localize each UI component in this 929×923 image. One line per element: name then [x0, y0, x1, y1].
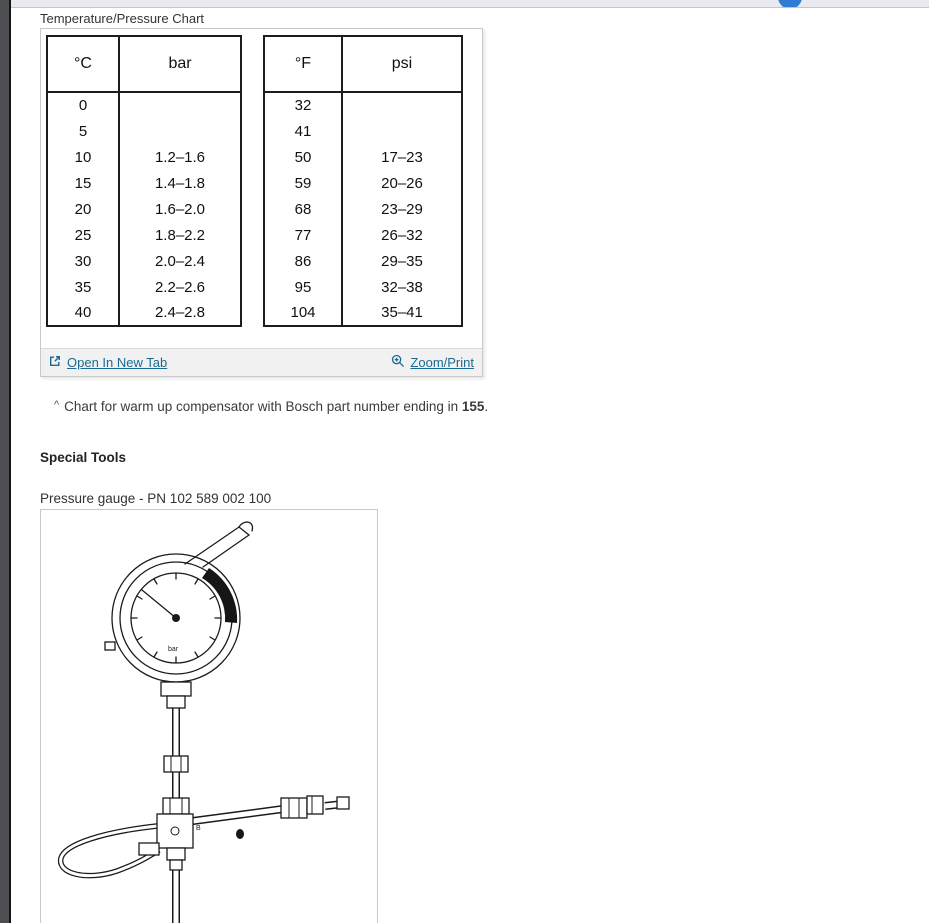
cell: 2.4–2.8: [119, 300, 241, 326]
cell: 35: [74, 278, 92, 296]
cell: 1.6–2.0: [119, 196, 241, 222]
cell: 32–38: [342, 274, 462, 300]
table-row: [264, 222, 462, 248]
cell: 2.2–2.6: [119, 274, 241, 300]
magnifier-plus-icon: [391, 354, 405, 371]
table-header-row: [47, 36, 241, 92]
cell: 1.8–2.2: [119, 222, 241, 248]
table-row: [264, 170, 462, 196]
cell: 15: [74, 174, 92, 192]
table-header-row: [264, 36, 462, 92]
footnote-marker: ^: [54, 399, 60, 411]
footnote-period: .: [484, 399, 489, 414]
cell: 1.2–1.6: [119, 144, 241, 170]
table-row: [264, 144, 462, 170]
table-row: [47, 196, 241, 222]
chart-image: [41, 29, 482, 348]
temp-bar-table: [46, 35, 242, 327]
pressure-gauge-caption: Pressure gauge - PN 102 589 002 100: [40, 491, 272, 506]
col-header-fahrenheit: °F: [264, 36, 342, 92]
cell: 30: [74, 252, 92, 270]
left-panel-rail[interactable]: [0, 0, 11, 923]
table-row: [47, 118, 241, 144]
table-row: [47, 92, 241, 118]
cell: 29–35: [342, 248, 462, 274]
cell: [342, 92, 462, 118]
cell: 0: [78, 97, 88, 114]
table-row: [264, 274, 462, 300]
chart-footnote: [54, 399, 488, 414]
cell: [119, 92, 241, 118]
col-header-bar: bar: [119, 36, 241, 92]
fitting-label-b: B: [196, 825, 201, 832]
cell: 26–32: [342, 222, 462, 248]
open-in-new-tab-icon: [48, 354, 62, 371]
gauge-unit-label: bar: [168, 646, 179, 653]
cell: [119, 118, 241, 144]
cell: 104: [290, 304, 316, 321]
col-header-psi: psi: [342, 36, 462, 92]
chart-title: Temperature/Pressure Chart: [40, 11, 205, 26]
cell: 95: [294, 278, 312, 296]
cell: 35–41: [342, 300, 462, 326]
table-row: [47, 222, 241, 248]
loading-indicator-icon: [778, 0, 802, 8]
table-row: [47, 300, 241, 326]
pressure-gauge-illustration: [41, 510, 377, 923]
cell: 68: [294, 200, 312, 218]
table-row: [47, 248, 241, 274]
chart-widget-footer: [41, 348, 482, 376]
browser-top-bar: [0, 0, 929, 8]
fahrenheit-psi-table: [263, 35, 463, 327]
cell: 20–26: [342, 170, 462, 196]
cell: 23–29: [342, 196, 462, 222]
cell: 86: [294, 252, 312, 270]
table-row: [264, 92, 462, 118]
table-row: [47, 144, 241, 170]
cell: 77: [294, 226, 312, 244]
cell: [342, 118, 462, 144]
col-header-celsius: °C: [47, 36, 119, 92]
open-in-new-tab-link[interactable]: [48, 354, 167, 371]
cell: 2.0–2.4: [119, 248, 241, 274]
cell: 20: [74, 200, 92, 218]
cell: 59: [294, 174, 312, 192]
table-row: [264, 118, 462, 144]
cell: 25: [74, 226, 92, 244]
cell: 1.4–1.8: [119, 170, 241, 196]
special-tools-heading: Special Tools: [40, 450, 127, 465]
cell: 17–23: [342, 144, 462, 170]
cell: 50: [294, 148, 312, 166]
pressure-gauge-image: [40, 509, 378, 923]
cell: 10: [74, 148, 92, 166]
table-row: [264, 248, 462, 274]
cell: 41: [294, 122, 312, 140]
open-in-new-tab-label: Open In New Tab: [67, 355, 168, 370]
table-row: [47, 274, 241, 300]
cell: 40: [74, 304, 92, 321]
zoom-print-link[interactable]: [391, 354, 474, 371]
table-row: [264, 196, 462, 222]
table-row: [47, 170, 241, 196]
cell: 32: [294, 97, 312, 114]
table-row: [264, 300, 462, 326]
cell: 5: [78, 122, 88, 140]
zoom-print-label: Zoom/Print: [410, 355, 474, 370]
footnote-text: Chart for warm up compensator with Bosch part number ending in: [64, 399, 462, 414]
chart-widget: [40, 28, 483, 377]
footnote-bold-number: 155: [461, 399, 485, 414]
document-content: [0, 9, 929, 923]
